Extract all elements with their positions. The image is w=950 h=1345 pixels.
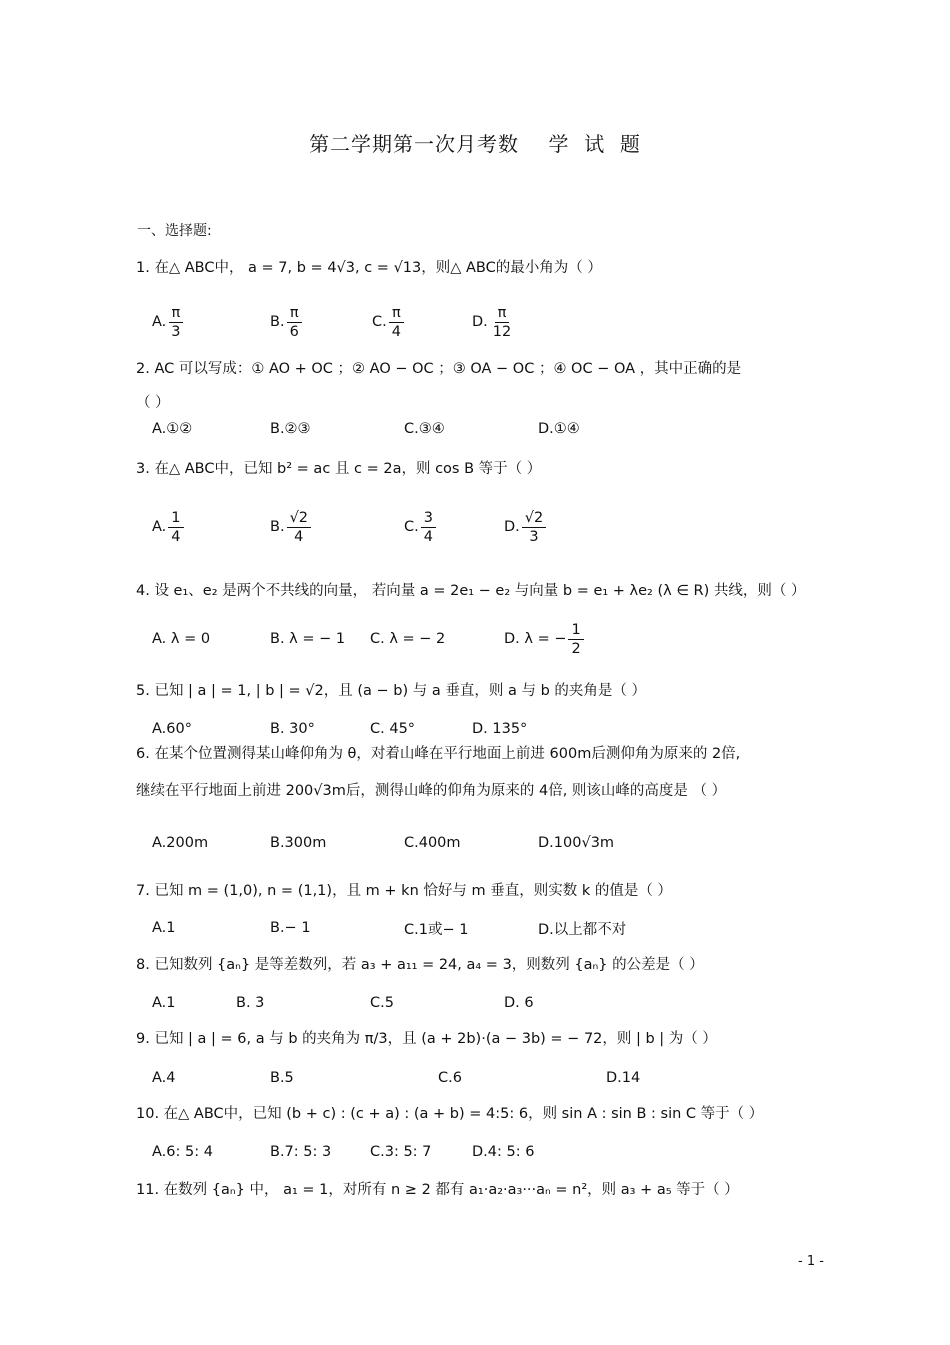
option-b: B. λ = − 1 [270, 631, 346, 647]
question-6-options [152, 832, 822, 866]
question-3-stem: 3. 在△ ABC中，已知 b² = ac 且 c = 2a，则 cos B 等于（ ） [136, 461, 542, 477]
option-c: C. λ = − 2 [370, 631, 446, 647]
question-9-options [152, 1067, 822, 1101]
option-c: C.③④ [404, 421, 445, 437]
question-1-stem: 1. 在△ ABC中， a = 7, b = 4√3, c = √13，则△ ABC的最小角为（ ） [136, 260, 602, 276]
option-d: D. $\frac{√2}{3}$ [504, 510, 546, 544]
question-2-stem-line2: （ ） [136, 395, 170, 411]
option-a: A.4 [152, 1070, 176, 1086]
question-4-stem: 4. 设 e₁、e₂ 是两个不共线的向量， 若向量 a = 2e₁ − e₂ 与向量 b = e₁ + λe₂ (λ ∈ R) 共线，则（ ） [136, 583, 806, 599]
question-3-options [152, 510, 822, 544]
option-b: B.②③ [270, 421, 311, 437]
question-7-stem: 7. 已知 m = (1,0), n = (1,1)，且 m + kn 恰好与 m 垂直，则实数 k 的值是（ ） [136, 883, 672, 899]
option-b: B.5 [270, 1070, 294, 1086]
option-c: C.3: 5: 7 [370, 1144, 432, 1160]
option-c: C.5 [370, 995, 394, 1011]
question-2-stem: 2. AC 可以写成：① AO + OC ；② AO − OC ；③ OA − OC ；④ OC − OA ，其中正确的是 [136, 361, 742, 377]
question-4-options [152, 622, 822, 656]
option-b: B. $\frac{√2}{4}$ [270, 510, 311, 544]
option-c: C. 45° [370, 721, 416, 737]
option-d: D. λ = − $\frac{1}{2}$ [504, 622, 584, 656]
option-a: A.1 [152, 920, 176, 936]
question-10-stem: 10. 在△ ABC中，已知 (b + c) : (c + a) : (a + b) = 4:5: 6，则 sin A : sin B : sin C 等于（ ） [136, 1106, 764, 1122]
question-10-options [152, 1141, 822, 1175]
option-d: D. $\frac{\pi}{12}$ [472, 304, 512, 340]
question-8-stem: 8. 已知数列 {aₙ} 是等差数列，若 a₃ + a₁₁ = 24, a₄ = 3，则数列 {aₙ} 的公差是（ ） [136, 957, 704, 973]
option-b: B.300m [270, 835, 327, 851]
option-b: B. $\frac{\pi}{6}$ [270, 305, 302, 339]
question-7-options [152, 917, 822, 951]
question-8-options [152, 992, 822, 1026]
option-a: A.1 [152, 995, 176, 1011]
option-a: A.6: 5: 4 [152, 1144, 213, 1160]
option-c: C.400m [404, 835, 461, 851]
option-b: B. 3 [236, 995, 265, 1011]
option-d: D.以上都不对 [538, 921, 627, 938]
option-b: B.− 1 [270, 920, 311, 936]
option-b: B.7: 5: 3 [270, 1144, 332, 1160]
option-a: A. $\frac{1}{4}$ [152, 510, 184, 544]
question-2-options [152, 418, 822, 452]
page-title: 第二学期第一次月考数 学 试 题 [309, 132, 641, 156]
option-c: C.6 [438, 1070, 462, 1086]
question-11-stem: 11. 在数列 {aₙ} 中， a₁ = 1，对所有 n ≥ 2 都有 a₁·a₂·a₃···aₙ = n²，则 a₃ + a₅ 等于（ ） [136, 1182, 739, 1198]
question-6-stem-line2: 继续在平行地面上前进 200√3m后，测得山峰的仰角为原来的 4倍, 则该山峰的高度是 （ ） [136, 783, 727, 799]
question-1-options [152, 305, 822, 339]
question-6-stem: 6. 在某个位置测得某山峰仰角为 θ，对着山峰在平行地面上前进 600m后测仰角为原来的 2倍, [136, 746, 741, 762]
option-b: B. 30° [270, 721, 315, 737]
option-a: A. $\frac{\pi}{3}$ [152, 305, 184, 339]
option-d: D.14 [606, 1070, 641, 1086]
option-c: C.1或− 1 [404, 921, 469, 938]
option-a: A.60° [152, 721, 192, 737]
option-a: A.200m [152, 835, 209, 851]
section-title: 一、选择题: [137, 223, 212, 239]
question-9-stem: 9. 已知 | a | = 6, a 与 b 的夹角为 π/3，且 (a + 2b)·(a − 3b) = − 72，则 | b | 为（ ） [136, 1031, 717, 1047]
option-a: A. λ = 0 [152, 631, 211, 647]
option-d: D. 135° [472, 721, 528, 737]
option-d: D. 6 [504, 995, 534, 1011]
option-d: D.4: 5: 6 [472, 1144, 535, 1160]
option-d: D.100√3m [538, 835, 615, 851]
option-d: D.①④ [538, 421, 580, 437]
option-c: C. $\frac{3}{4}$ [404, 510, 436, 544]
question-5-stem: 5. 已知 | a | = 1, | b | = √2，且 (a − b) 与 a 垂直，则 a 与 b 的夹角是（ ） [136, 683, 646, 699]
page-number: - 1 - [798, 1254, 824, 1269]
option-a: A.①② [152, 421, 193, 437]
option-c: C. $\frac{\pi}{4}$ [372, 305, 404, 339]
